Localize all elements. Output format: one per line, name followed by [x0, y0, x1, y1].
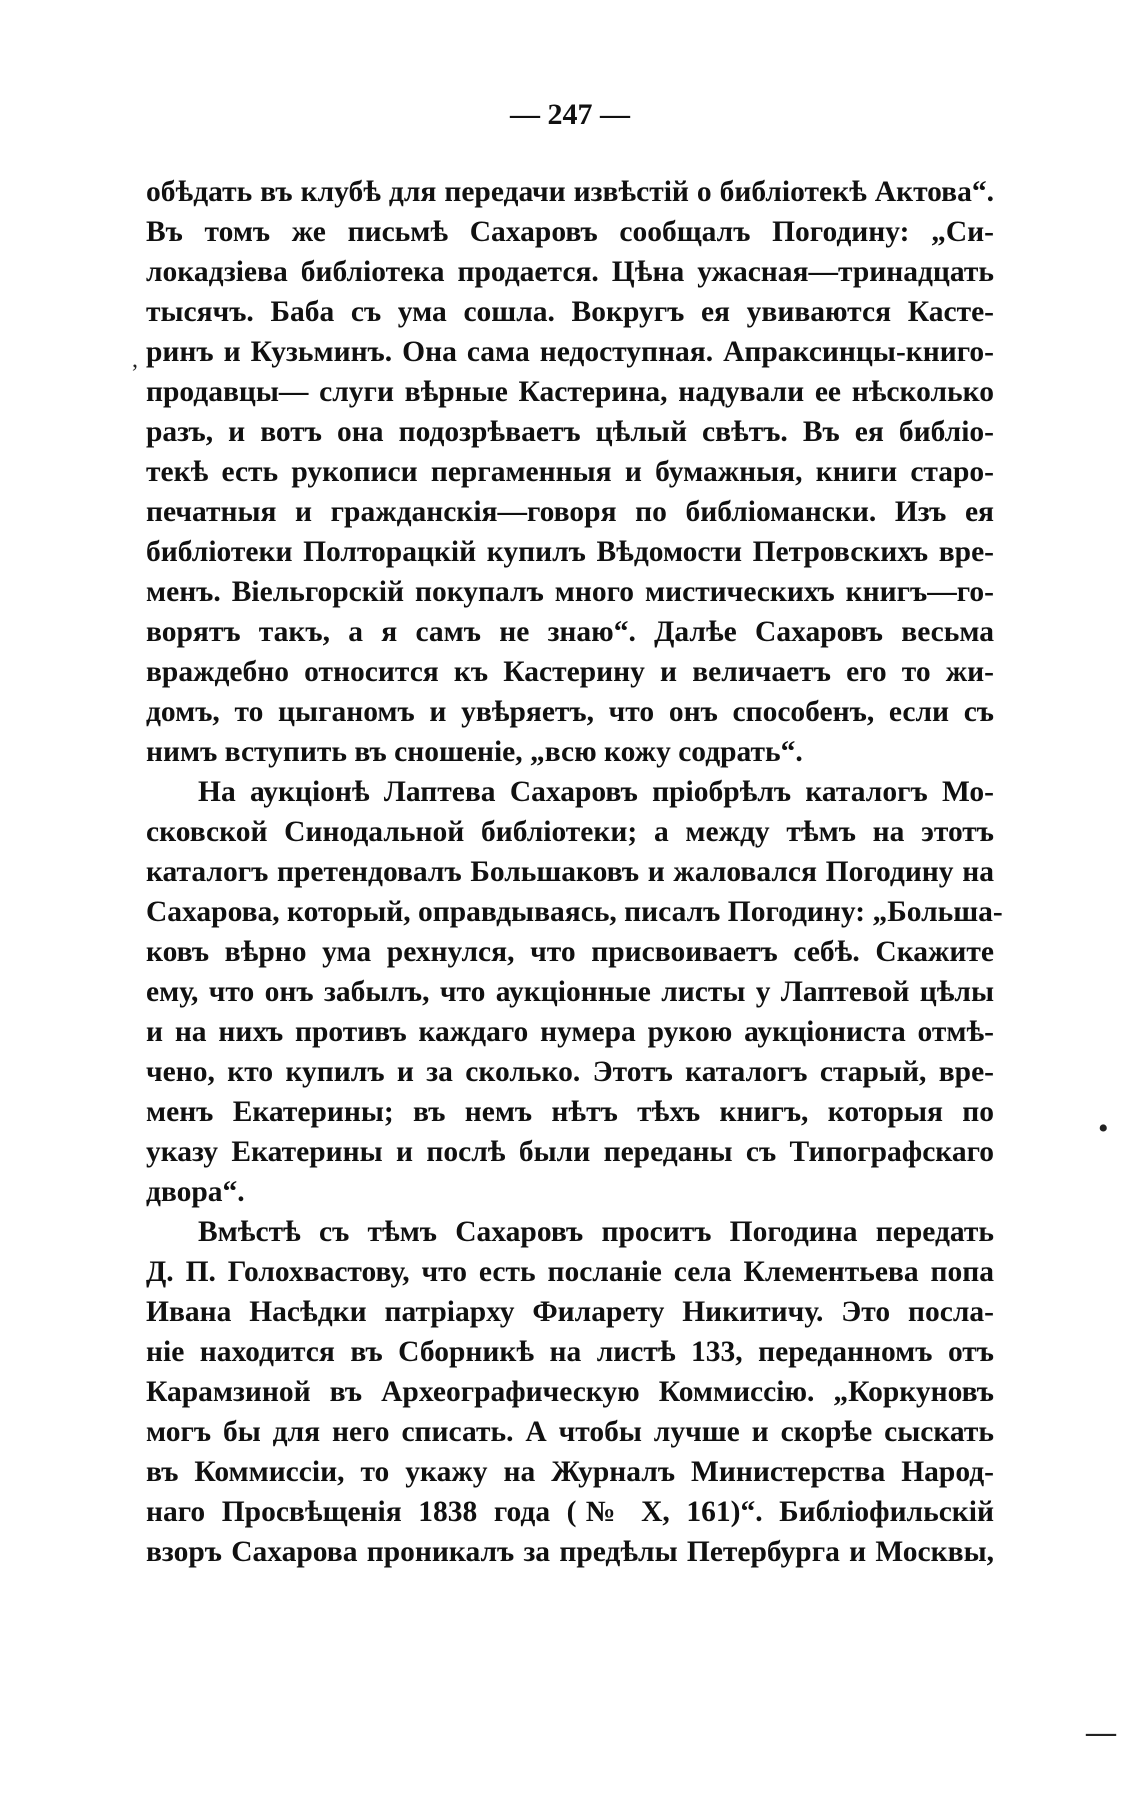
text-line: каталогъ претендовалъ Большаковъ и жаловался Погодину на: [146, 856, 994, 888]
text-line: продавцы— слуги вѣрные Кастерина, надували ее нѣсколько: [146, 376, 994, 408]
text-line: указу Екатерины и послѣ были переданы съ Типографскаго: [146, 1136, 994, 1168]
text-line: ворятъ такъ, а я самъ не знаю“. Далѣе Сахаровъ весьма: [146, 616, 994, 648]
text-line: На аукціонѣ Лаптева Сахаровъ пріобрѣлъ каталогъ Мо-: [198, 776, 994, 808]
page-number: — 247 —: [510, 98, 630, 131]
text-line: менъ. Віельгорскій покупалъ много мистическихъ книгъ—го-: [146, 576, 994, 608]
margin-comma-mark: ,: [132, 347, 138, 373]
text-line: Вмѣстѣ съ тѣмъ Сахаровъ проситъ Погодина передать: [198, 1216, 994, 1248]
text-line: могъ бы для него списать. А чтобы лучше и скорѣе сыскать: [146, 1416, 994, 1448]
text-line: Сахарова, который, оправдываясь, писалъ Погодину: „Больша-: [146, 896, 1003, 928]
text-line: Карамзиной въ Археографическую Коммиссію. „Коркуновъ: [146, 1376, 994, 1408]
text-line: библіотеки Полторацкій купилъ Вѣдомости Петровскихъ вре-: [146, 536, 994, 568]
margin-dash-mark: —: [1086, 1716, 1116, 1749]
text-line: враждебно относится къ Кастерину и величаетъ его то жи-: [146, 656, 994, 688]
text-line: ринъ и Кузьминъ. Она сама недоступная. Апраксинцы-книго-: [146, 336, 994, 368]
text-line: нимъ вступить въ сношеніе, „всю кожу содрать“.: [146, 736, 803, 768]
text-line: наго Просвѣщенія 1838 года (№ X, 161)“. Библіофильскій: [146, 1496, 994, 1528]
text-line: ковъ вѣрно ума рехнулся, что присвоиваетъ себѣ. Скажите: [146, 936, 994, 968]
text-line: въ Коммиссіи, то укажу на Журналъ Министерства Народ-: [146, 1456, 994, 1488]
text-line: Д. П. Голохвастову, что есть посланіе села Клементьева попа: [146, 1256, 994, 1288]
text-line: Въ томъ же письмѣ Сахаровъ сообщалъ Погодину: „Си-: [146, 216, 994, 248]
text-line: тысячъ. Баба съ ума сошла. Вокругъ ея увиваются Касте-: [146, 296, 994, 328]
text-line: менъ Екатерины; въ немъ нѣтъ тѣхъ книгъ, которыя по: [146, 1096, 994, 1128]
text-line: ему, что онъ забылъ, что аукціонные листы у Лаптевой цѣлы: [146, 976, 994, 1008]
text-line: взоръ Сахарова проникалъ за предѣлы Петербурга и Москвы,: [146, 1536, 994, 1568]
text-line: обѣдать въ клубѣ для передачи извѣстій о библіотекѣ Актова“.: [146, 176, 994, 208]
text-line: и на нихъ противъ каждаго нумера рукою аукціониста отмѣ-: [146, 1016, 994, 1048]
text-line: локадзіева библіотека продается. Цѣна ужасная—тринадцать: [146, 256, 994, 288]
text-line: ніе находится въ Сборникѣ на листѣ 133, переданномъ отъ: [146, 1336, 994, 1368]
margin-dot-mark: •: [1098, 1112, 1109, 1145]
text-line: двора“.: [146, 1176, 245, 1208]
body-text: [146, 172, 1003, 1572]
text-line: текѣ есть рукописи пергаменныя и бумажныя, книги старо-: [146, 456, 994, 488]
text-line: сковской Синодальной библіотеки; а между тѣмъ на этотъ: [146, 816, 994, 848]
text-line: чено, кто купилъ и за сколько. Этотъ каталогъ старый, вре-: [146, 1056, 994, 1088]
text-line: печатныя и гражданскія—говоря по библіомански. Изъ ея: [146, 496, 994, 528]
text-line: домъ, то цыганомъ и увѣряетъ, что онъ способенъ, если съ: [146, 696, 994, 728]
text-line: разъ, и вотъ она подозрѣваетъ цѣлый свѣтъ. Въ ея библіо-: [146, 416, 994, 448]
text-line: Ивана Насѣдки патріарху Филарету Никитичу. Это посла-: [146, 1296, 994, 1328]
